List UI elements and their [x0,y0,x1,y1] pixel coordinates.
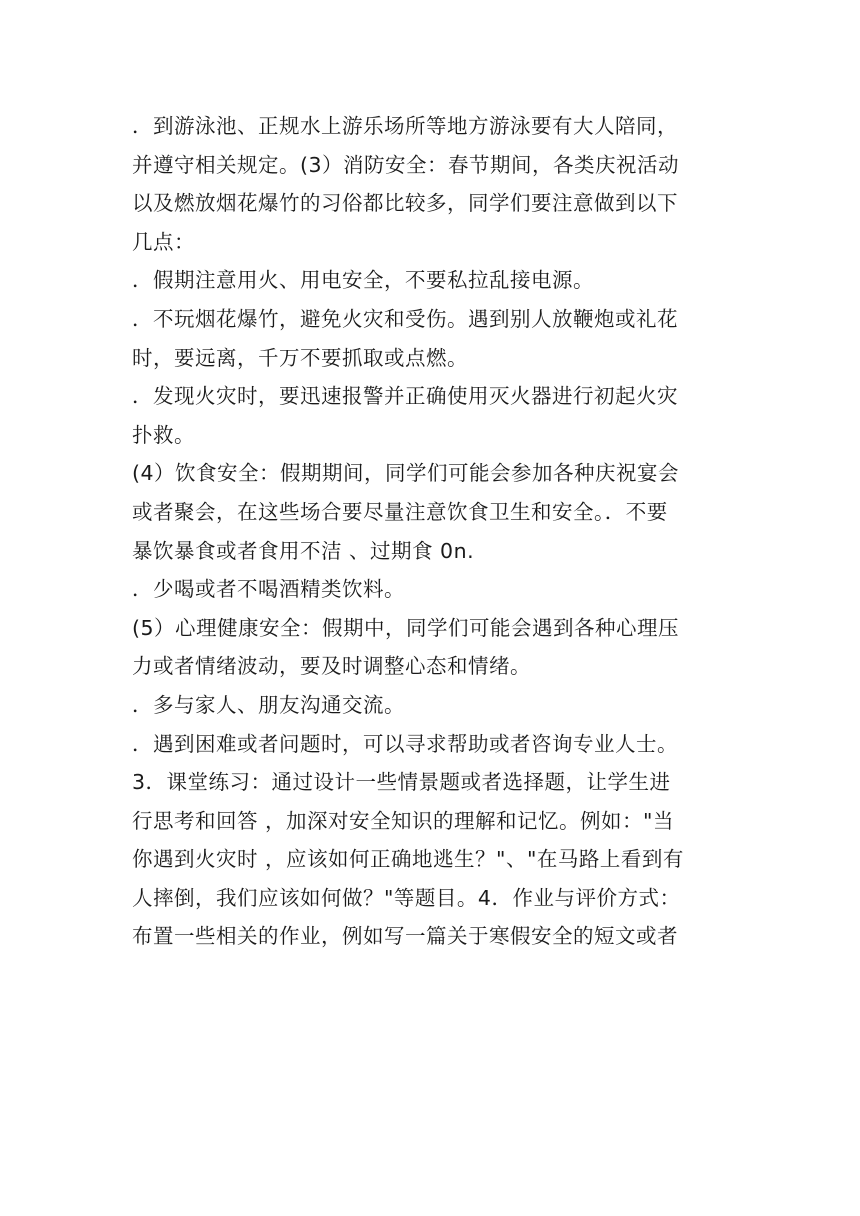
text-line: (5）心理健康安全：假期中，同学们可能会遇到各种心理压 [132,615,680,640]
text-line: ．遇到困难或者问题时，可以寻求帮助或者咨询专业人士。 [132,731,678,756]
text-line: ．发现火灾时，要迅速报警并正确使用灭火器进行初起火灾 [132,384,678,409]
text-line: 布置一些相关的作业，例如写一篇关于寒假安全的短文或者 [132,924,678,949]
text-line: 暴饮暴食或者食用不洁 、过期食 0n. [132,538,475,563]
text-line: 扑救。 [132,422,195,447]
text-line: 人摔倒，我们应该如何做？"等题目。4．作业与评价方式： [132,885,681,910]
text-line: 并遵守相关规定。(3）消防安全：春节期间，各类庆祝活动 [132,152,680,177]
text-line: ．少喝或者不喝酒精类饮料。 [132,577,405,602]
document-body [132,107,732,956]
text-line: ．到游泳池、正规水上游乐场所等地方游泳要有大人陪同， [132,114,678,138]
text-line: 时，要远离，千万不要抓取或点燃。 [132,345,468,370]
text-line: ．不玩烟花爆竹，避免火灾和受伤。遇到别人放鞭炮或礼花 [132,306,678,331]
text-line: (4）饮食安全：假期期间，同学们可能会参加各种庆祝宴会 [132,461,680,486]
text-line: 你遇到火灾时 ，应该如何正确地逃生？"、"在马路上看到有 [132,847,684,872]
text-line: ．假期注意用火、用电安全，不要私拉乱接电源。 [132,268,594,293]
text-line: ．多与家人、朋友沟通交流。 [132,692,405,717]
text-line: 几点： [132,229,195,254]
text-line: 以及燃放烟花爆竹的习俗都比较多，同学们要注意做到以下 [132,191,678,216]
text-line: 或者聚会，在这些场合要尽量注意饮食卫生和安全。．不要 [132,499,668,524]
text-line: 行思考和回答 ，加深对安全知识的理解和记忆。例如："当 [132,808,674,833]
text-line: 3．课堂练习：通过设计一些情景题或者选择题，让学生进 [132,770,671,795]
text-line: 力或者情绪波动，要及时调整心态和情绪。 [132,654,531,679]
